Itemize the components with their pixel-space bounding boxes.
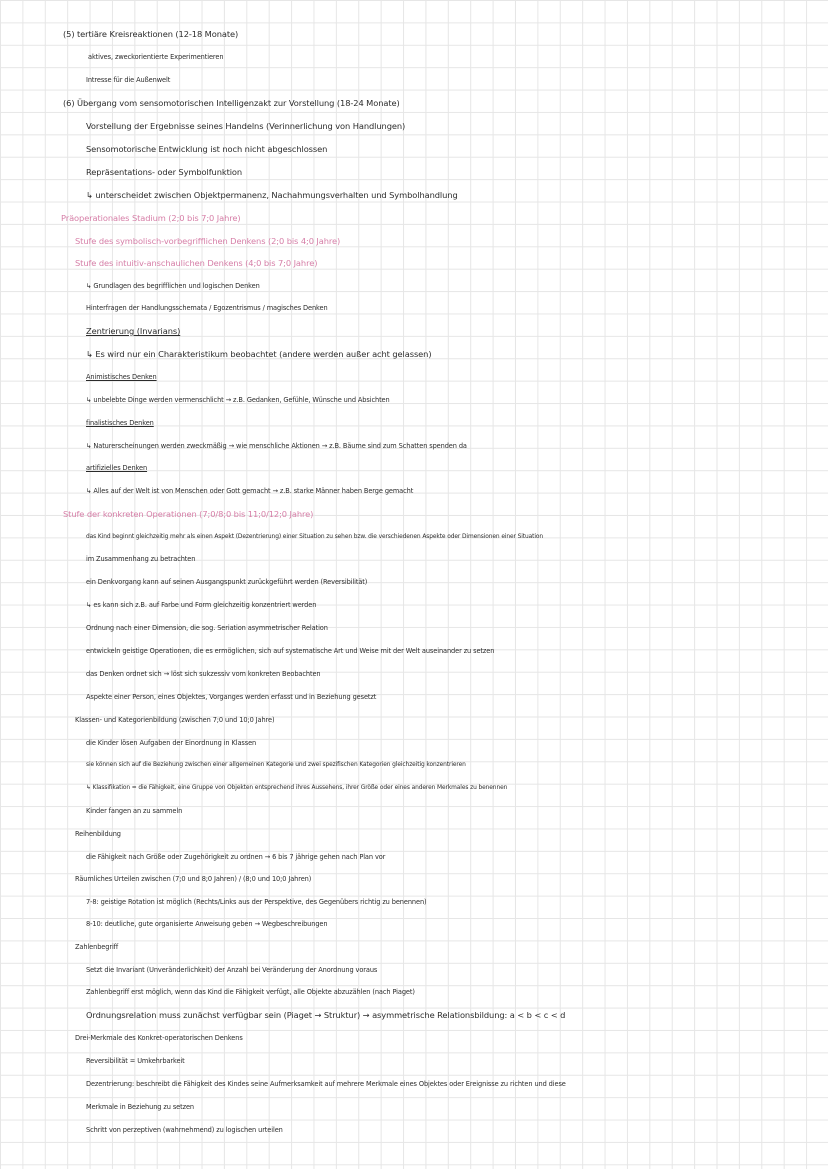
note-line: ↳ Klassifikation = die Fähigkeit, eine Gruppe von Objekten entsprechend ihres Aussehens, ihrer Größe oder eines anderen Merkmales zu benennen — [86, 785, 508, 791]
note-line: 7-8: geistige Rotation ist möglich (Rechts/Links aus der Perspektive, des Gegenübers richtig zu benennen) — [86, 898, 427, 906]
note-line: sie können sich auf die Beziehung zwischen einer allgemeinen Kategorie und zwei spezifischen Kategorien gleichzeitig konzentrieren — [86, 762, 466, 768]
note-line: Intresse für die Außenwelt — [86, 76, 171, 84]
note-line: Schritt von perzeptiven (wahrnehmend) zu logischen urteilen — [86, 1126, 283, 1134]
note-line: Animistisches Denken — [86, 373, 157, 381]
note-line: finalistisches Denken — [86, 419, 154, 427]
note-line: Zentrierung (Invarians) — [86, 326, 181, 336]
note-line: aktives, zweckorientierte Experimentieren — [88, 53, 224, 61]
note-line: ↳ unterscheidet zwischen Objektpermanenz, Nachahmungsverhalten und Symbolhandlung — [86, 190, 458, 200]
section-heading: Stufe des symbolisch-vorbegrifflichen Denkens (2;0 bis 4;0 Jahre) — [75, 236, 341, 246]
note-line: Merkmale in Beziehung zu setzen — [86, 1103, 194, 1111]
note-line: entwickeln geistige Operationen, die es ermöglichen, sich auf systematische Art und Weise mit der Welt auseinander zu setzen — [86, 647, 495, 655]
note-line: Hinterfragen der Handlungsschemata / Egozentrismus / magisches Denken — [86, 304, 328, 312]
note-line: im Zusammenhang zu betrachten — [86, 555, 196, 563]
subsection-heading: Räumliches Urteilen zwischen (7;0 und 8;0 Jahren) / (8;0 und 10;0 Jahren) — [75, 875, 312, 883]
note-line: ein Denkvorgang kann auf seinen Ausgangspunkt zurückgeführt werden (Reversibilität) — [86, 578, 368, 586]
note-line: ↳ Grundlagen des begrifflichen und logischen Denken — [86, 282, 260, 290]
section-heading: Stufe des intuitiv-anschaulichen Denkens (4;0 bis 7;0 Jahre) — [75, 258, 318, 268]
section-heading: Stufe der konkreten Operationen (7;0/8;0 bis 11;0/12;0 Jahre) — [63, 509, 314, 519]
note-line: ↳ unbelebte Dinge werden vermenschlicht → z.B. Gedanken, Gefühle, Wünsche und Absichten — [86, 396, 390, 404]
note-line: Reversibilität = Umkehrbarkeit — [86, 1057, 185, 1065]
note-line: ↳ es kann sich z.B. auf Farbe und Form gleichzeitig konzentriert werden — [86, 601, 317, 609]
note-line: artifizielles Denken — [86, 464, 148, 472]
note-line: Aspekte einer Person, eines Objektes, Vorganges werden erfasst und in Beziehung gesetzt — [86, 693, 377, 701]
subsection-heading: Klassen- und Kategorienbildung (zwischen 7;0 und 10;0 Jahre) — [75, 716, 275, 724]
note-line: Sensomotorische Entwicklung ist noch nicht abgeschlossen — [86, 144, 328, 154]
note-line: ↳ Naturerscheinungen werden zweckmäßig → wie menschliche Aktionen → z.B. Bäume sind zum Schatten spenden da — [86, 442, 467, 450]
note-line: Vorstellung der Ergebnisse seines Handelns (Verinnerlichung von Handlungen) — [86, 121, 406, 131]
note-line: ↳ Es wird nur ein Charakteristikum beobachtet (andere werden außer acht gelassen) — [86, 349, 432, 359]
subsection-heading: Reihenbildung — [75, 830, 121, 838]
note-line: die Kinder lösen Aufgaben der Einordnung in Klassen — [86, 739, 257, 747]
section-heading: Präoperationales Stadium (2;0 bis 7;0 Jahre) — [61, 213, 241, 223]
note-line: die Fähigkeit nach Größe oder Zugehörigkeit zu ordnen → 6 bis 7 jährige gehen nach Plan vor — [86, 853, 386, 861]
note-line: Kinder fangen an zu sammeln — [86, 807, 183, 815]
note-line: Zahlenbegriff erst möglich, wenn das Kind die Fähigkeit verfügt, alle Objekte abzuzählen (nach Piaget) — [86, 988, 415, 996]
note-line: Ordnung nach einer Dimension, die sog. Seriation asymmetrischer Relation — [86, 624, 328, 632]
note-line: das Kind beginnt gleichzeitig mehr als einen Aspekt (Dezentrierung) einer Situation zu sehen bzw. die verschiedenen Aspekte oder Dimensionen einer Situation — [86, 534, 544, 540]
note-line: ↳ Alles auf der Welt ist von Menschen oder Gott gemacht → z.B. starke Männer haben Berge gemacht — [86, 487, 414, 495]
note-line: Setzt die Invariant (Unveränderlichkeit) der Anzahl bei Veränderung der Anordnung voraus — [86, 966, 378, 974]
subsection-heading: Zahlenbegriff — [75, 943, 119, 951]
note-line: Repräsentations- oder Symbolfunktion — [86, 167, 243, 177]
note-line: (6) Übergang vom sensomotorischen Intelligenzakt zur Vorstellung (18-24 Monate) — [63, 98, 400, 108]
note-line: Dezentrierung: beschreibt die Fähigkeit des Kindes seine Aufmerksamkeit auf mehrere Merkmale eines Objektes oder Ereignisse zu richten und diese — [86, 1080, 566, 1088]
note-line: (5) tertiäre Kreisreaktionen (12-18 Monate) — [63, 29, 239, 39]
note-line: das Denken ordnet sich → löst sich sukzessiv vom konkreten Beobachten — [86, 670, 321, 678]
subsection-heading: Drei-Merkmale des Konkret-operatorischen Denkens — [75, 1034, 243, 1042]
note-line: 8-10: deutliche, gute organisierte Anweisung geben → Wegbeschreibungen — [86, 920, 328, 928]
note-line: Ordnungsrelation muss zunächst verfügbar sein (Piaget → Struktur) → asymmetrische Relationsbildung: a < b < c < d — [86, 1010, 566, 1020]
